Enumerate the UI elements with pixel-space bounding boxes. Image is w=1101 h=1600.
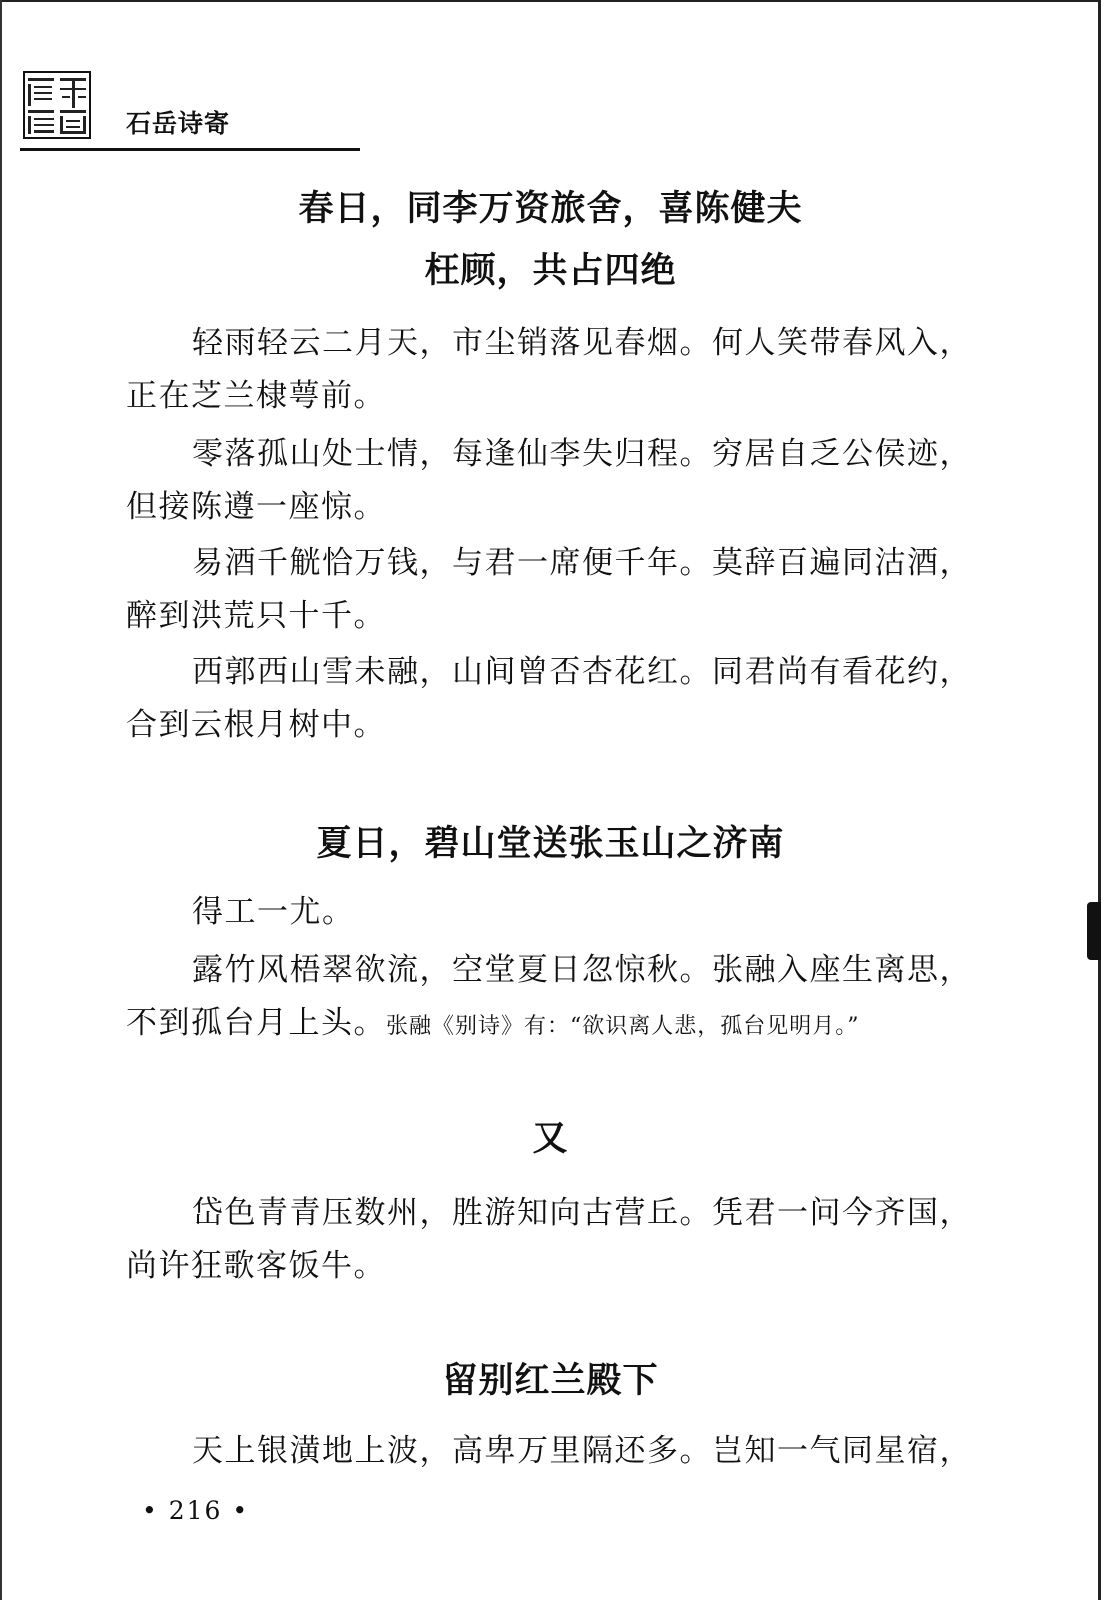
poem-stanza: 易酒千觥恰万钱，与君一席便千年。莫辞百遍同沽酒，醉到洪荒只十千。 [126, 545, 972, 634]
seal-logo-icon [22, 70, 92, 140]
running-header-title: 石岳诗寄 [126, 109, 231, 138]
poem-stanza [126, 944, 976, 1053]
poem-subtitle: 得工一尤。 [192, 894, 355, 930]
poem-stanza: 零落孤山处士情，每逢仙李失归程。穷居自乏公侯迹，但接陈遵一座惊。 [126, 436, 972, 525]
header-rule [20, 148, 360, 151]
poem-title: 留别红兰殿下 [442, 1361, 659, 1401]
poem-stanza: 岱色青青压数州，胜游知向古营丘。凭君一问今齐国，尚许狂歌客饭牛。 [126, 1195, 972, 1284]
scan-edge-top [0, 0, 1101, 2]
poem-title-line: 春日，同李万资旅舍，喜陈健夫 [298, 189, 803, 229]
poem-title: 又 [532, 1119, 569, 1159]
poem-title: 夏日，碧山堂送张玉山之济南 [316, 824, 785, 864]
poem-stanza: 轻雨轻云二月天，市尘销落见春烟。何人笑带春风入，正在芝兰棣萼前。 [126, 325, 972, 414]
page-edge-tab [1087, 902, 1101, 960]
poem-note: 张融《别诗》有：“欲识离人悲，孤台见明月。” [386, 1014, 860, 1039]
poem-stanza: 西郭西山雪未融，山间曾否杏花红。同君尚有看花约，合到云根月树中。 [126, 654, 972, 743]
poem-stanza: 天上银潢地上波，高卑万里隔还多。岂知一气同星宿， [192, 1433, 972, 1469]
page-number: • 216 • [142, 1496, 250, 1525]
poem-stanza-text: 露竹风梧翠欲流，空堂夏日忽惊秋。张融入座生离思，不到孤台月上头。 [126, 952, 972, 1041]
poem-title-line: 枉顾，共占四绝 [424, 251, 677, 291]
